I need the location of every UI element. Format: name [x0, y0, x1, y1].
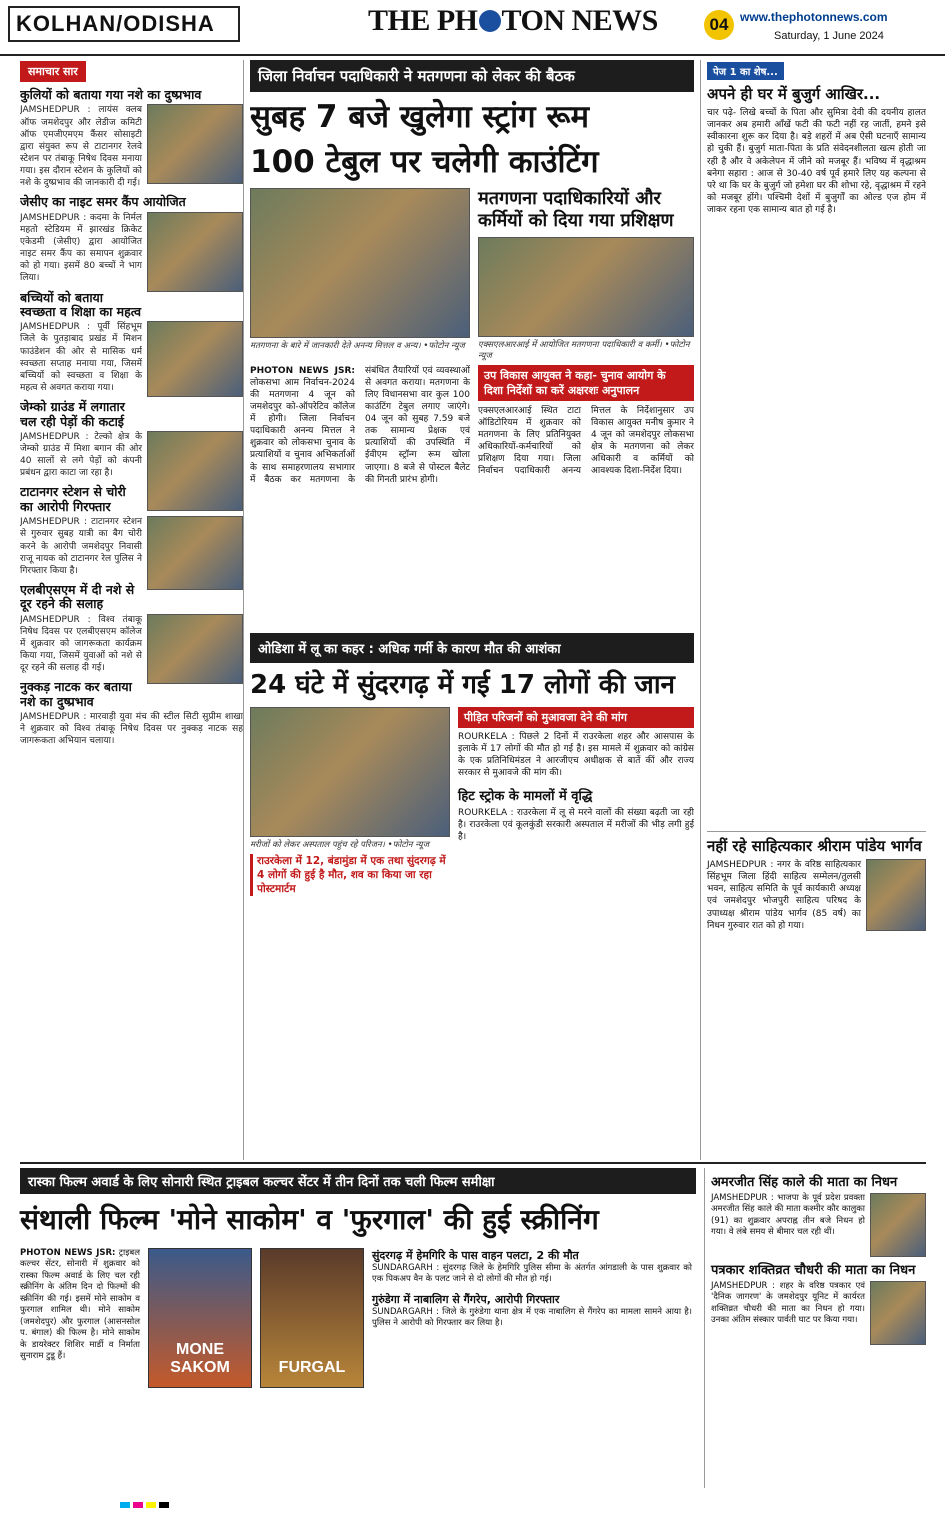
training-article — [478, 365, 694, 625]
brief-headline: एलबीएसएम में दी नशे से दूर रहने की सलाह — [20, 581, 135, 612]
brief-photo — [147, 431, 243, 511]
odisha-headline: 24 घंटे में सुंदरगढ़ में गई 17 लोगों की जान — [250, 669, 675, 700]
news-brief — [20, 680, 243, 747]
brief-photo — [147, 516, 243, 590]
pull-quote: राउरकेला में 12, बंडामुंडा में एक तथा सुंदरगढ़ में 4 लोगों की हुई है मौत, शव का किया जा रहा पोस्टमार्टम — [250, 854, 450, 896]
black-mark — [159, 1502, 169, 1508]
brief-body: JAMSHEDPUR : टाटानगर स्टेशन से गुरुवार सुबह यात्री का बैग चोरी करने के आरोपी जमशेदपुर निवासी राजू नायक को टाटानगर रेल पुलिस ने गिरफ्तार किया है। — [20, 517, 142, 576]
brief-headline: जेम्को ग्राउंड में लगातार चल रही पेड़ों की कटाई — [20, 399, 125, 429]
brief-headline: जेसीए का नाइट समर कैंप आयोजित — [20, 194, 186, 210]
bottom-section — [20, 1162, 926, 1492]
film-kicker: रास्का फिल्म अवार्ड के लिए सोनारी स्थित ट्राइबल कल्चर सेंटर में तीन दिनों तक चली फिल्म समीक्षा — [20, 1168, 696, 1194]
brief-photo — [147, 321, 243, 397]
brief-body: JAMSHEDPUR : विश्व तंबाकू निषेध दिवस पर एलबीएसएम कॉलेज में शुक्रवार को जागरूकता कार्यक्रम किया गया, जिसमें युवाओं को नशे से दूर रहने की सलाह दी गई। — [20, 614, 142, 674]
film-article-intro — [20, 1248, 140, 1488]
portrait-photo — [866, 859, 926, 931]
news-brief — [20, 291, 243, 395]
hospital-photo — [250, 707, 450, 837]
brief-headline: नुक्कड़ नाटक कर बताया नशे का दुष्प्रभाव — [20, 679, 132, 709]
logo-text-left: THE PH — [368, 4, 478, 37]
film-story-body — [20, 1248, 696, 1488]
news-brief — [20, 88, 243, 189]
portrait-photo — [870, 1193, 926, 1257]
continued-body: चार पढ़े- लिखे बच्चों के पिता और सुमित्रा देवी की दयनीय हालत जानकर अब हमारी आँखें फटी की फटी नहीं रह जातीं, हमने इसे स्वीकारना शुरू कर दिया है। बड़े शहरों में अब ऐसी घटनाएँ सामान्य हो चुकी हैं। बुजुर्ग माता-पिता के प्रति संवेदनशीलता खत्म होती जा रही है और वे अकेलेपन में जीने को मजबूर हैं। भविष्य में वृद्धाश्रम बनेगा सहारा : आज से 30-40 वर्ष पूर्व हमारे लिए यह कल्पना से परे था कि घर के बुजुर्ग जो हमेशा घर की शोभा रहे, वृद्धाश्रम में रहने को मजबूर होंगे। पश्चिमी देशों में बुजुर्गों का ओल्ड एज होम में जाकर रहना एक सामान्य बात हो गई है। — [707, 108, 926, 216]
page-number: 04 — [704, 10, 734, 40]
obituary-body: JAMSHEDPUR : शहर के वरिष्ठ पत्रकार एवं 'दैनिक जागरण' के जमशेदपुर यूनिट में कार्यरत शक्तिव्रत चौधरी की माता का निधन हो गया। उनका अंतिम संस्कार पार्वती घाट पर किया गया। — [711, 1281, 865, 1326]
photo-caption: मतगणना के बारे में जानकारी देते अनन्य मित्तल व अन्य। •फोटोन न्यूज — [250, 340, 465, 351]
film-headline: संथाली फिल्म 'मोने साकोम' व 'फुरगाल' की हुई स्क्रीनिंग — [20, 1203, 599, 1236]
magenta-mark — [133, 1502, 143, 1508]
lead-headline-2: 100 टेबुल पर चलेगी काउंटिंग — [250, 143, 599, 180]
news-brief — [20, 400, 243, 479]
photo-caption: मरीजों को लेकर अस्पताल पहुंच रहे परिजन। •फोटोन न्यूज — [250, 840, 430, 850]
region-label: KOLHAN/ODISHA — [8, 6, 240, 42]
heatstroke-body: ROURKELA : राउरकेला में लू से मरने वालों की संख्या बढ़ती जा रही है। राउरकेला एवं कूलकुंडी सरकारी अस्पताल में मरीजों की भीड़ लगी हुई है। — [458, 807, 694, 842]
side-body: SUNDARGARH : जिले के गुरुंडेगा थाना क्षेत्र में एक नाबालिग से गैंगरेप का मामला सामने आया है। पुलिस ने आरोपी को गिरफ्तार कर लिया है। — [372, 1306, 692, 1329]
article-text: ट्राइबल कल्चर सेंटर, सोनारी में शुक्रवार को रास्का फिल्म अवार्ड के लिए चल रही स्क्रीनिंग के अंतिम दिन दो फिल्मों की स्क्रीनिंग की गई। इसमें मोने साकोम व फुरगाल शामिल थी। मोने साकोम (जमशेदपुर) और फुरगाल (आसनसोल प. बंगाल) की फिल्म है। मोने साकोम के डायरेक्टर शिशिर मार्डी व निर्माता सुनाराम टुडू हैं। — [20, 1248, 140, 1362]
side-news — [372, 1248, 692, 1488]
tribute-body: JAMSHEDPUR : नगर के वरिष्ठ साहित्यकार सिंहभूम जिला हिंदी साहित्य सम्मेलन/तुलसी भवन, साहित्य समिति के पूर्व कार्यकारी अध्यक्ष एवं जमशेदपुर भोजपुरी साहित्य परिषद के उपाध्यक्ष श्रीराम पांडेय भार्गव (85 वर्ष) का निधन गुरुवार रात को हो गया। — [707, 860, 861, 931]
training-photo — [478, 237, 694, 337]
obituary-headline: अमरजीत सिंह काले की माता का निधन — [711, 1175, 898, 1190]
film-poster-mone-sakom: MONE SAKOM — [148, 1248, 252, 1388]
brief-body: JAMSHEDPUR : टेल्को क्षेत्र के जेम्को ग्राउंड में मिशा बगान की ओर 40 सालों से लगे पेड़ों को कंपनी प्रबंधन द्वारा काटा जा रहा है। — [20, 431, 142, 479]
brief-body: JAMSHEDPUR : लायंस क्लब ऑफ जमशेदपुर और लेडीज कमिटी ऑफ एमजीएमएम कैंसर सोसाइटी द्वारा संयुक्त रूप से टाटानगर रेलवे स्टेशन पर तंबाकू निषेध दिवस मनाया गया। इस दौरान स्टेशन के कुलियों को नशे के दुष्प्रभाव की जानकारी दी गई। — [20, 105, 142, 189]
print-registration-marks — [120, 1502, 169, 1508]
brief-body: JAMSHEDPUR : मारवाड़ी युवा मंच की स्टील सिटी सुप्रीम शाखा ने शुक्रवार को विश्व तंबाकू निषेध दिवस पर नुक्कड़ नाटक सह जागरूकता अभियान चलाया। — [20, 712, 243, 747]
brief-photo — [147, 614, 243, 684]
callout-box: उप विकास आयुक्त ने कहा- चुनाव आयोग के दिशा निर्देशों का करें अक्षरशः अनुपालन — [478, 365, 694, 401]
odisha-kicker: ओडिशा में लू का कहर : अधिक गर्मी के कारण मौत की आशंका — [250, 633, 694, 663]
website-link[interactable]: www.thephotonnews.com — [740, 10, 888, 24]
side-headline: गुरुंडेगा में नाबालिग से गैंगरेप, आरोपी गिरफ्तार — [372, 1292, 560, 1306]
side-body: SUNDARGARH : सुंदरगढ़ जिले के हेमगिरि पुलिस सीमा के अंतर्गत आंगडाली के पास शुक्रवार को एक पिकअप वैन के पलट जाने से दो लोगों की मौत हो गई। — [372, 1263, 692, 1285]
brief-photo — [147, 212, 243, 292]
odisha-box-head: पीड़ित परिजनों को मुआवजा देने की मांग — [458, 707, 694, 728]
brief-headline: बच्चियों को बताया स्वच्छता व शिक्षा का महत्व — [20, 289, 142, 319]
newspaper-logo — [368, 4, 658, 38]
continued-label: पेज 1 का शेष... — [707, 62, 784, 80]
masthead — [0, 0, 945, 56]
lead-headline-1: सुबह 7 बजे खुलेगा स्ट्रांग रूम — [250, 99, 590, 135]
continued-headline: अपने ही घर में बुजुर्ग आखिर... — [707, 85, 881, 103]
byline: PHOTON NEWS JSR: — [20, 1248, 116, 1258]
photo-caption: एक्सएलआरआई में आयोजित मतगणना पदाधिकारी व कर्मी। •फोटोन न्यूज — [478, 339, 690, 361]
odisha-photo-block — [250, 707, 450, 896]
logo-text-right: TON NEWS — [501, 4, 658, 37]
side-headline: सुंदरगढ़ में हेमगिरि के पास वाहन पलटा, 2 की मौत — [372, 1249, 579, 1262]
brief-photo — [147, 104, 243, 184]
portrait-photo — [870, 1281, 926, 1345]
lead-kicker: जिला निर्वाचन पदाधिकारी ने मतगणना को लेकर की बैठक — [250, 60, 694, 92]
film-story-header — [20, 1168, 696, 1244]
lead-body-row — [250, 365, 694, 625]
training-block — [478, 188, 694, 365]
brief-headline: टाटानगर स्टेशन से चोरी का आरोपी गिरफ्तार — [20, 484, 126, 514]
obituaries — [704, 1168, 926, 1488]
training-headline: मतगणना पदाधिकारियों और कर्मियों को दिया गया प्रशिक्षण — [478, 187, 674, 231]
odisha-article — [458, 707, 694, 896]
heatstroke-headline: हिट स्ट्रोक के मामलों में वृद्धि — [458, 788, 593, 804]
news-brief — [20, 583, 243, 674]
odisha-row — [250, 707, 694, 896]
cyan-mark — [120, 1502, 130, 1508]
byline: PHOTON NEWS JSR: — [250, 365, 355, 376]
brief-headline: कुलियों को बताया गया नशे का दुष्प्रभाव — [20, 87, 202, 102]
film-poster-furgal: FURGAL — [260, 1248, 364, 1388]
news-brief — [20, 195, 243, 284]
article-text: लोकसभा आम निर्वाचन-2024 की मतगणना 4 जून को जमशेदपुर को-ऑपरेटिव कॉलेज में होगी। जिला निर्वाचन पदाधिकारी अनन्य मित्तल ने शुक्रवार को लोकसभा चुनाव के प्रत्याशियों व चुनाव अभिकर्ताओं के साथ समाहरणालय सभागार में बैठक कर मतगणना के संबंधित तैयारियों एवं व्यवस्थाओं से अवगत कराया। मतगणना के लिए विधानसभा वार कुल 100 काउंटिंग टेबुल लगाए जाएंगे। 04 जून को सुबह 7.59 बजे तक सामान्य प्रेक्षक एवं प्रत्याशियों की उपस्थिति में ईवीएम स्ट्रॉन्ग रूम खोला जाएगा। 8 बजे से पोस्टल बैलेट की गिनती प्रारंभ होगी। — [250, 365, 470, 485]
lead-photo-row — [250, 188, 694, 365]
yellow-mark — [146, 1502, 156, 1508]
odisha-body: ROURKELA : पिछले 2 दिनों में राउरकेला शहर और आसपास के इलाके में 17 लोगों की मौत हो गई है। इस मामले में शुक्रवार को कांग्रेस के एक प्रतिनिधिमंडल ने आरजीएच अधीक्षक से बातें कीं और राज्य सरकार से मुआवजे की मांग की। — [458, 732, 694, 779]
meeting-photo — [250, 188, 470, 338]
left-column — [20, 60, 244, 1160]
right-column — [700, 60, 926, 1160]
obituary-body: JAMSHEDPUR : भाजपा के पूर्व प्रदेश प्रवक्ता अमरजीत सिंह काले की माता कश्मीर कौर कालुका (91) का शुक्रवार अपराह्न तीन बजे निधन हो गया। वे लंबे समय से बीमार चल रही थीं। — [711, 1193, 865, 1238]
photon-globe-icon — [479, 10, 501, 32]
lead-photo-block — [250, 188, 470, 365]
training-article-body: एक्सएलआरआई स्थित टाटा ऑडिटोरियम में शुक्रवार को मतगणना के लिए प्रतिनियुक्त अधिकारियों-कर्मचारियों को प्रशिक्षण दिया गया। जिला निर्वाचन पदाधिकारी अनन्य मित्तल के निर्देशानुसार उप विकास आयुक्त मनीष कुमार ने 4 जून को जमशेदपुर लोकसभा क्षेत्र के मतगणना को लेकर अधिकारी व कर्मियों को आवश्यक दिशा-निर्देश दिया। — [478, 405, 694, 477]
lead-article-body — [250, 365, 470, 625]
brief-body: JAMSHEDPUR : पूर्वी सिंहभूम जिले के पुतड़ाबाद प्रखंड में मिशन फाउंडेशन की ओर से मासिक धर्म स्वच्छता सप्ताह मनाया गया, जिसमें बच्चियों को स्वच्छता व शिक्षा के महत्व से अवगत कराया गया। — [20, 322, 142, 394]
obituary-headline: पत्रकार शक्तिव्रत चौधरी की माता का निधन — [711, 1263, 916, 1278]
brief-body: JAMSHEDPUR : कदमा के निर्मल महतो स्टेडियम में झारखंड क्रिकेट एकेडमी (जेसीए) द्वारा आयोजित नाइट समर कैंप का समापन शुक्रवार को हो गया। इसमें 80 बच्चों ने भाग लिया। — [20, 212, 142, 284]
tribute-headline: नहीं रहे साहित्यकार श्रीराम पांडेय भार्गव — [707, 831, 926, 856]
issue-date: Saturday, 1 June 2024 — [774, 30, 884, 42]
center-column — [250, 60, 694, 1160]
section-label: समाचार सार — [20, 61, 86, 82]
